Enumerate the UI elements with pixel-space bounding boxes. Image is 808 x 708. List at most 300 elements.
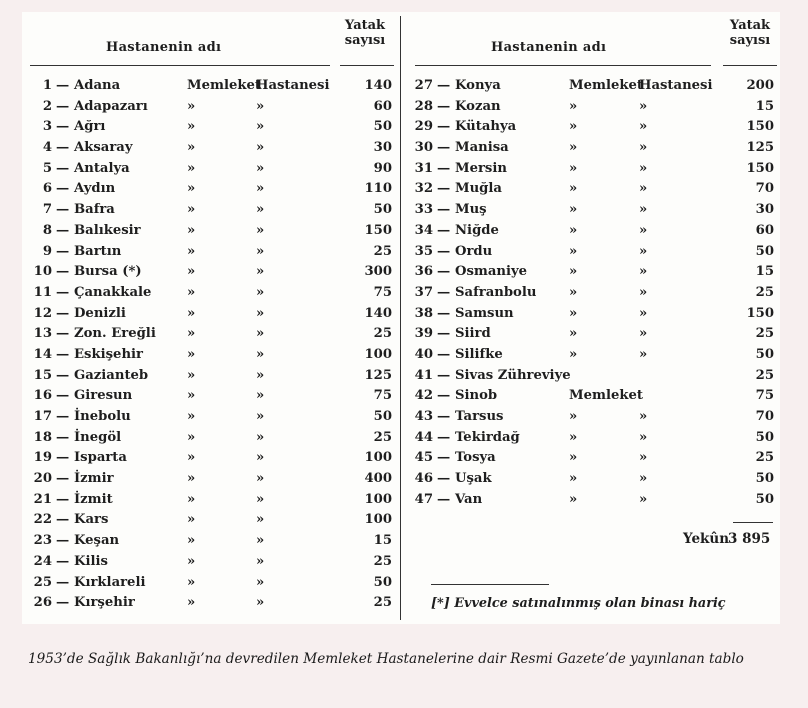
bed-count: 70 <box>755 181 774 197</box>
header-rule-right <box>415 65 711 66</box>
row-number: 6 <box>42 181 52 197</box>
hospital-name: İzmir <box>74 471 114 487</box>
table-row <box>22 510 400 531</box>
hospital-name: Balıkesir <box>74 222 141 238</box>
table-row <box>22 552 400 573</box>
header-rule-beds <box>340 65 394 66</box>
row-number: 3 <box>42 119 52 135</box>
row-dash: — <box>437 119 451 135</box>
bed-count: 140 <box>364 78 392 93</box>
ditto-mark: » <box>256 119 265 135</box>
bed-count: 25 <box>755 367 774 383</box>
ditto-mark: » <box>256 181 265 197</box>
table-row <box>403 97 780 118</box>
row-number: 28 <box>414 98 433 114</box>
row-dash: — <box>437 284 451 300</box>
hospital-name: Silifke <box>455 346 503 362</box>
row-number: 10 <box>33 264 52 280</box>
bed-count: 25 <box>373 326 392 342</box>
footnote-rule <box>431 584 549 585</box>
bed-count: 50 <box>755 346 774 362</box>
bed-count: 50 <box>755 471 774 487</box>
bed-count: 50 <box>755 429 774 445</box>
row-dash: — <box>56 595 70 611</box>
hospital-name: Konya <box>455 78 501 93</box>
row-dash: — <box>437 181 451 197</box>
row-dash: — <box>437 367 451 383</box>
row-dash: — <box>56 367 70 383</box>
ditto-mark: » <box>569 326 578 342</box>
table-row <box>22 159 400 180</box>
hospital-name: Samsun <box>455 305 514 321</box>
ditto-mark: » <box>569 491 578 507</box>
ditto-mark: » <box>639 181 648 197</box>
ditto-mark: » <box>639 305 648 321</box>
ditto-mark: » <box>569 305 578 321</box>
ditto-mark: » <box>256 305 265 321</box>
table-row <box>403 159 780 180</box>
hospital-name: Kırşehir <box>74 595 135 611</box>
bed-count: 60 <box>755 222 774 238</box>
table-row <box>22 490 400 511</box>
row-dash: — <box>56 78 70 93</box>
hospital-name: Adana <box>74 78 121 93</box>
hospital-name: Ağrı <box>74 119 106 135</box>
row-number: 15 <box>33 367 52 383</box>
ditto-mark: » <box>569 429 578 445</box>
table-row <box>22 593 400 614</box>
hospital-name: Adapazarı <box>74 98 148 114</box>
ditto-mark: » <box>639 409 648 424</box>
bed-count: 25 <box>373 553 392 569</box>
ditto-mark: » <box>639 222 648 238</box>
table-row <box>22 324 400 345</box>
bed-count: 25 <box>373 429 392 445</box>
bed-count: 25 <box>373 243 392 259</box>
hospital-name: Kütahya <box>455 119 517 135</box>
table-row <box>22 531 400 552</box>
ditto-mark: » <box>569 98 578 114</box>
ditto-mark: » <box>187 471 196 487</box>
ditto-mark: » <box>569 222 578 238</box>
row-dash: — <box>56 388 70 404</box>
row-number: 42 <box>414 388 433 404</box>
ditto-mark: » <box>187 595 196 611</box>
row-dash: — <box>56 202 70 218</box>
table-row <box>403 138 780 159</box>
ditto-mark: » <box>187 491 196 507</box>
row-number: 25 <box>33 574 52 590</box>
ditto-mark: Memleket <box>187 78 261 93</box>
table-row <box>403 242 780 263</box>
hospital-name: Kozan <box>455 98 501 114</box>
hospital-name: Bafra <box>74 202 115 218</box>
ditto-mark: » <box>639 450 648 466</box>
hospital-name: Osmaniye <box>455 264 528 280</box>
hospital-name: Antalya <box>74 160 130 176</box>
row-number: 14 <box>33 346 52 362</box>
bed-count: 200 <box>746 78 774 93</box>
ditto-mark: » <box>569 264 578 280</box>
row-dash: — <box>56 326 70 342</box>
row-number: 2 <box>42 98 52 114</box>
row-number: 43 <box>414 409 433 424</box>
row-number: 36 <box>414 264 433 280</box>
row-dash: — <box>56 119 70 135</box>
ditto-mark: » <box>187 140 196 156</box>
ditto-mark: » <box>187 181 196 197</box>
row-number: 32 <box>414 181 433 197</box>
row-number: 45 <box>414 450 433 466</box>
table-row <box>403 179 780 200</box>
row-dash: — <box>56 574 70 590</box>
row-dash: — <box>56 409 70 424</box>
row-number: 23 <box>33 533 52 549</box>
row-dash: — <box>437 346 451 362</box>
row-dash: — <box>437 98 451 114</box>
ditto-mark: » <box>187 553 196 569</box>
bed-count: 400 <box>364 471 392 487</box>
hospital-name: İzmit <box>74 491 113 507</box>
table-row <box>22 242 400 263</box>
hospital-name: İnebolu <box>74 409 131 424</box>
header-bed-count <box>334 18 396 48</box>
table-row <box>22 138 400 159</box>
header-hospital-name: Hastanenin adı <box>106 40 222 55</box>
row-dash: — <box>437 202 451 218</box>
row-number: 4 <box>42 140 52 156</box>
row-number: 17 <box>33 409 52 424</box>
bed-count: 100 <box>364 450 392 466</box>
row-number: 38 <box>414 305 433 321</box>
ditto-mark: » <box>639 284 648 300</box>
ditto-mark: Hastanesi <box>639 78 713 93</box>
hospital-name: Kırklareli <box>74 574 146 590</box>
hospital-name: Isparta <box>74 450 127 466</box>
bed-count: 50 <box>373 202 392 218</box>
table-row <box>22 283 400 304</box>
table-row <box>22 76 400 97</box>
ditto-mark: » <box>639 202 648 218</box>
ditto-mark: » <box>639 119 648 135</box>
row-number: 34 <box>414 222 433 238</box>
ditto-mark: » <box>187 222 196 238</box>
bed-count: 125 <box>364 367 392 383</box>
ditto-mark: » <box>187 119 196 135</box>
table-row <box>22 469 400 490</box>
ditto-mark: » <box>569 471 578 487</box>
table-row <box>403 469 780 490</box>
bed-count: 150 <box>746 305 774 321</box>
table-row <box>403 345 780 366</box>
header-beds-line1-right: Yatak <box>729 18 771 33</box>
hospital-name: Sinob <box>455 388 498 404</box>
row-dash: — <box>56 181 70 197</box>
table-row <box>403 490 780 511</box>
ditto-mark: » <box>569 243 578 259</box>
table-row <box>22 97 400 118</box>
total-rule <box>733 522 773 523</box>
ditto-mark: » <box>639 140 648 156</box>
ditto-mark: » <box>187 243 196 259</box>
row-number: 40 <box>414 346 433 362</box>
row-number: 5 <box>42 160 52 176</box>
total-label: Yekûn <box>683 531 730 547</box>
hospital-name: Kilis <box>74 553 108 569</box>
row-dash: — <box>437 78 451 93</box>
row-dash: — <box>437 160 451 176</box>
row-number: 18 <box>33 429 52 445</box>
ditto-mark: » <box>639 160 648 176</box>
row-dash: — <box>437 222 451 238</box>
table-row <box>403 366 780 387</box>
bed-count: 150 <box>746 160 774 176</box>
ditto-mark: » <box>639 264 648 280</box>
hospital-name: Van <box>455 491 483 507</box>
ditto-mark: » <box>256 367 265 383</box>
row-dash: — <box>437 388 451 404</box>
row-number: 19 <box>33 450 52 466</box>
ditto-mark: » <box>256 98 265 114</box>
ditto-mark: » <box>256 429 265 445</box>
ditto-mark: » <box>187 346 196 362</box>
ditto-mark: » <box>187 264 196 280</box>
table-row <box>22 573 400 594</box>
table-row <box>22 428 400 449</box>
ditto-mark: » <box>639 471 648 487</box>
hospital-name: Uşak <box>455 471 492 487</box>
row-number: 44 <box>414 429 433 445</box>
bed-count: 60 <box>373 98 392 114</box>
ditto-mark: » <box>256 491 265 507</box>
ditto-mark: » <box>569 119 578 135</box>
ditto-mark: » <box>187 98 196 114</box>
row-dash: — <box>56 512 70 528</box>
ditto-mark: » <box>569 346 578 362</box>
bed-count: 75 <box>373 284 392 300</box>
hospital-name: Kars <box>74 512 109 528</box>
row-dash: — <box>437 264 451 280</box>
header-beds-line2: sayısı <box>344 33 386 48</box>
hospital-name: Safranbolu <box>455 284 537 300</box>
row-dash: — <box>437 491 451 507</box>
ditto-mark: » <box>569 181 578 197</box>
row-dash: — <box>56 491 70 507</box>
table-row <box>403 324 780 345</box>
hospital-name: Bartın <box>74 243 122 259</box>
ditto-mark: » <box>187 450 196 466</box>
row-number: 7 <box>42 202 52 218</box>
bed-count: 140 <box>364 305 392 321</box>
ditto-mark: » <box>569 450 578 466</box>
ditto-mark: » <box>639 326 648 342</box>
row-number: 37 <box>414 284 433 300</box>
ditto-mark: » <box>256 222 265 238</box>
ditto-mark: » <box>187 429 196 445</box>
bed-count: 125 <box>746 140 774 156</box>
table-row <box>403 76 780 97</box>
table-row <box>403 283 780 304</box>
hospital-name: Giresun <box>74 388 133 404</box>
ditto-mark: » <box>187 284 196 300</box>
ditto-mark: Memleket <box>569 78 643 93</box>
ditto-mark: » <box>569 409 578 424</box>
row-dash: — <box>56 264 70 280</box>
bed-count: 50 <box>755 243 774 259</box>
right-rows <box>403 76 780 510</box>
left-rows <box>22 76 400 614</box>
table-row <box>22 262 400 283</box>
column-divider <box>400 16 401 620</box>
table-row <box>403 221 780 242</box>
ditto-mark: » <box>256 471 265 487</box>
header-rule <box>30 65 330 66</box>
ditto-mark: » <box>187 388 196 404</box>
table-row <box>22 386 400 407</box>
bed-count: 15 <box>755 264 774 280</box>
ditto-mark: » <box>639 98 648 114</box>
row-dash: — <box>56 305 70 321</box>
header-beds-line1: Yatak <box>344 18 386 33</box>
hospital-name: Tosya <box>455 450 496 466</box>
bed-count: 50 <box>373 574 392 590</box>
bed-count: 30 <box>373 140 392 156</box>
ditto-mark: » <box>639 346 648 362</box>
hospital-name: Tekirdağ <box>455 429 520 445</box>
bed-count: 300 <box>364 264 392 280</box>
ditto-mark: » <box>639 491 648 507</box>
bed-count: 150 <box>746 119 774 135</box>
ditto-mark: » <box>256 346 265 362</box>
ditto-mark: » <box>187 326 196 342</box>
row-number: 24 <box>33 553 52 569</box>
row-dash: — <box>56 98 70 114</box>
ditto-mark: Memleket <box>569 388 643 404</box>
header-beds-line2-right: sayısı <box>729 33 771 48</box>
ditto-mark: » <box>639 243 648 259</box>
ditto-mark: » <box>639 429 648 445</box>
bed-count: 150 <box>364 222 392 238</box>
bed-count: 110 <box>364 181 392 197</box>
bed-count: 100 <box>364 491 392 507</box>
row-number: 47 <box>414 491 433 507</box>
row-number: 20 <box>33 471 52 487</box>
row-dash: — <box>56 160 70 176</box>
ditto-mark: » <box>256 243 265 259</box>
ditto-mark: » <box>256 574 265 590</box>
table-row <box>403 386 780 407</box>
table-row <box>22 179 400 200</box>
row-number: 9 <box>42 243 52 259</box>
ditto-mark: » <box>187 512 196 528</box>
total-value: 3 895 <box>728 531 771 547</box>
hospital-name: Muş <box>455 202 487 218</box>
row-number: 11 <box>33 284 52 300</box>
row-dash: — <box>56 450 70 466</box>
table-row <box>22 407 400 428</box>
ditto-mark: » <box>187 409 196 424</box>
row-number: 29 <box>414 119 433 135</box>
ditto-mark: » <box>187 533 196 549</box>
table-row <box>403 304 780 325</box>
row-dash: — <box>437 243 451 259</box>
row-dash: — <box>56 284 70 300</box>
hospital-name: Aksaray <box>74 140 133 156</box>
table-row <box>22 448 400 469</box>
ditto-mark: » <box>256 553 265 569</box>
row-dash: — <box>437 140 451 156</box>
ditto-mark: » <box>569 284 578 300</box>
hospital-name: Gazianteb <box>74 367 149 383</box>
ditto-mark: » <box>256 388 265 404</box>
hospital-name: Siird <box>455 326 491 342</box>
bed-count: 25 <box>373 595 392 611</box>
bed-count: 50 <box>373 409 392 424</box>
hospital-name: Aydın <box>74 181 116 197</box>
table-row <box>22 200 400 221</box>
bed-count: 70 <box>755 409 774 424</box>
row-dash: — <box>56 553 70 569</box>
row-dash: — <box>437 429 451 445</box>
ditto-mark: » <box>187 574 196 590</box>
row-dash: — <box>56 429 70 445</box>
ditto-mark: » <box>256 409 265 424</box>
row-number: 33 <box>414 202 433 218</box>
ditto-mark: » <box>256 202 265 218</box>
row-dash: — <box>437 326 451 342</box>
hospital-name: Eskişehir <box>74 346 143 362</box>
ditto-mark: » <box>256 284 265 300</box>
row-number: 30 <box>414 140 433 156</box>
ditto-mark: » <box>256 264 265 280</box>
table-row <box>22 117 400 138</box>
ditto-mark: Hastanesi <box>256 78 330 93</box>
scanned-table <box>22 12 780 624</box>
row-number: 31 <box>414 160 433 176</box>
bed-count: 15 <box>373 533 392 549</box>
bed-count: 90 <box>373 160 392 176</box>
table-row <box>22 304 400 325</box>
row-number: 1 <box>42 78 52 93</box>
table-row <box>403 448 780 469</box>
row-number: 46 <box>414 471 433 487</box>
bed-count: 50 <box>373 119 392 135</box>
hospital-name: İnegöl <box>74 429 122 445</box>
table-row <box>403 200 780 221</box>
row-dash: — <box>437 305 451 321</box>
row-dash: — <box>56 346 70 362</box>
ditto-mark: » <box>187 202 196 218</box>
ditto-mark: » <box>569 202 578 218</box>
table-row <box>22 345 400 366</box>
bed-count: 25 <box>755 284 774 300</box>
row-number: 26 <box>33 595 52 611</box>
bed-count: 75 <box>755 388 774 404</box>
ditto-mark: » <box>256 512 265 528</box>
ditto-mark: » <box>187 160 196 176</box>
row-number: 41 <box>414 367 433 383</box>
row-number: 13 <box>33 326 52 342</box>
row-number: 35 <box>414 243 433 259</box>
table-row <box>403 262 780 283</box>
row-dash: — <box>56 140 70 156</box>
row-dash: — <box>437 409 451 424</box>
ditto-mark: » <box>187 305 196 321</box>
hospital-name: Niğde <box>455 222 499 238</box>
row-dash: — <box>56 222 70 238</box>
hospital-name: Bursa (*) <box>74 264 142 280</box>
row-number: 39 <box>414 326 433 342</box>
